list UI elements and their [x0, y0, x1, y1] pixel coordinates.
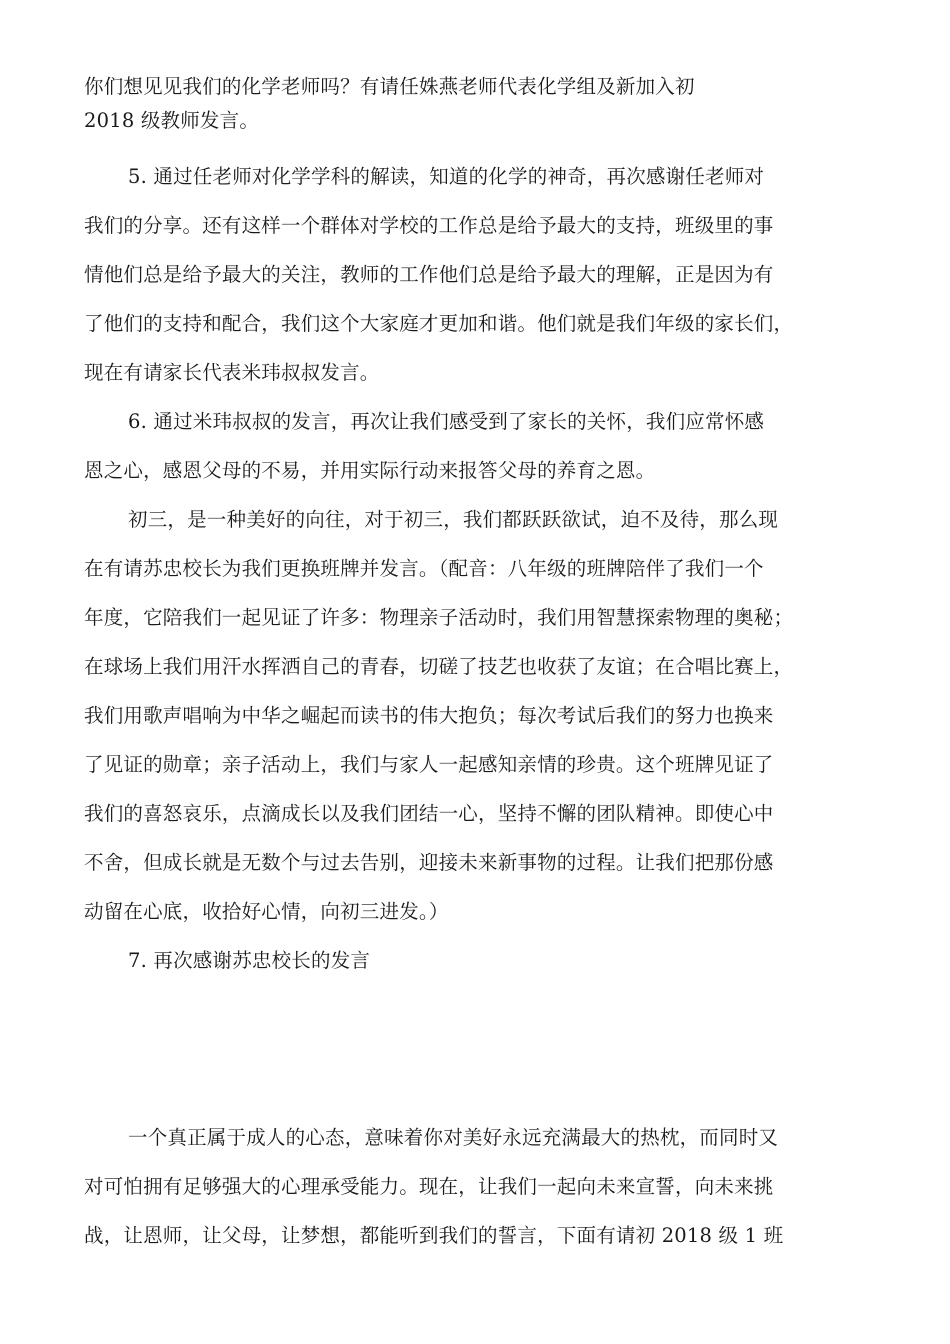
text-line: 对可怕拥有足够强大的心理承受能力。现在，让我们一起向未来宣誓，向未来挑 [84, 1175, 774, 1198]
text-line: 在有请苏忠校长为我们更换班牌并发言。（配音：八年级的班牌陪伴了我们一个 [84, 557, 764, 580]
text-line: 战，让恩师，让父母，让梦想，都能听到我们的誓言，下面有请初 2018 级 1 班 [84, 1224, 784, 1247]
text-line: 我们的喜怒哀乐，点滴成长以及我们团结一心，坚持不懈的团队精神。即使心中 [84, 802, 774, 825]
text-line: 5. 通过任老师对化学学科的解读，知道的化学的神奇，再次感谢任老师对 [128, 165, 765, 188]
text-line: 我们的分享。还有这样一个群体对学校的工作总是给予最大的支持，班级里的事 [84, 214, 774, 237]
paragraph-oath-intro [84, 1113, 870, 1260]
text-line: 现在有请家长代表米玮叔叔发言。 [84, 361, 380, 384]
text-line: 6. 通过米玮叔叔的发言，再次让我们感受到了家长的关怀，我们应常怀感 [128, 410, 765, 433]
text-line: 年度，它陪我们一起见证了许多：物理亲子活动时，我们用智慧探索物理的奥秘； [84, 606, 794, 629]
paragraph-class-sign [84, 495, 870, 936]
text-line: 一个真正属于成人的心态，意味着你对美好永远充满最大的热枕，而同时又 [128, 1126, 779, 1149]
document-page [84, 70, 870, 1260]
text-line: 7. 再次感谢苏忠校长的发言 [128, 949, 371, 972]
paragraph-item-7 [84, 936, 870, 985]
paragraph-item-5 [84, 152, 870, 397]
text-line: 初三，是一种美好的向往，对于初三，我们都跃跃欲试，迫不及待，那么现 [128, 508, 779, 531]
text-line: 我们用歌声唱响为中华之崛起而读书的伟大抱负；每次考试后我们的努力也换来 [84, 704, 774, 727]
text-line: 了见证的勋章；亲子活动上，我们与家人一起感知亲情的珍贵。这个班牌见证了 [84, 753, 774, 776]
text-line: 动留在心底，收拾好心情，向初三进发。） [84, 900, 449, 923]
paragraph-chemistry-teacher-intro [84, 70, 870, 138]
text-line: 情他们总是给予最大的关注，教师的工作他们总是给予最大的理解，正是因为有 [84, 263, 774, 286]
text-line: 你们想见见我们的化学老师吗？有请任姝燕老师代表化学组及新加入初 [84, 75, 695, 98]
text-line: 了他们的支持和配合，我们这个大家庭才更加和谐。他们就是我们年级的家长们， [84, 312, 794, 335]
text-line: 恩之心，感恩父母的不易，并用实际行动来报答父母的养育之恩。 [84, 459, 656, 482]
paragraph-item-6 [84, 397, 870, 495]
text-line: 不舍，但成长就是无数个与过去告别，迎接未来新事物的过程。让我们把那份感 [84, 851, 774, 874]
blank-space [84, 985, 870, 1113]
text-line: 在球场上我们用汗水挥洒自己的青春，切磋了技艺也收获了友谊；在合唱比赛上， [84, 655, 794, 678]
text-line: 2018 级教师发言。 [84, 109, 260, 132]
